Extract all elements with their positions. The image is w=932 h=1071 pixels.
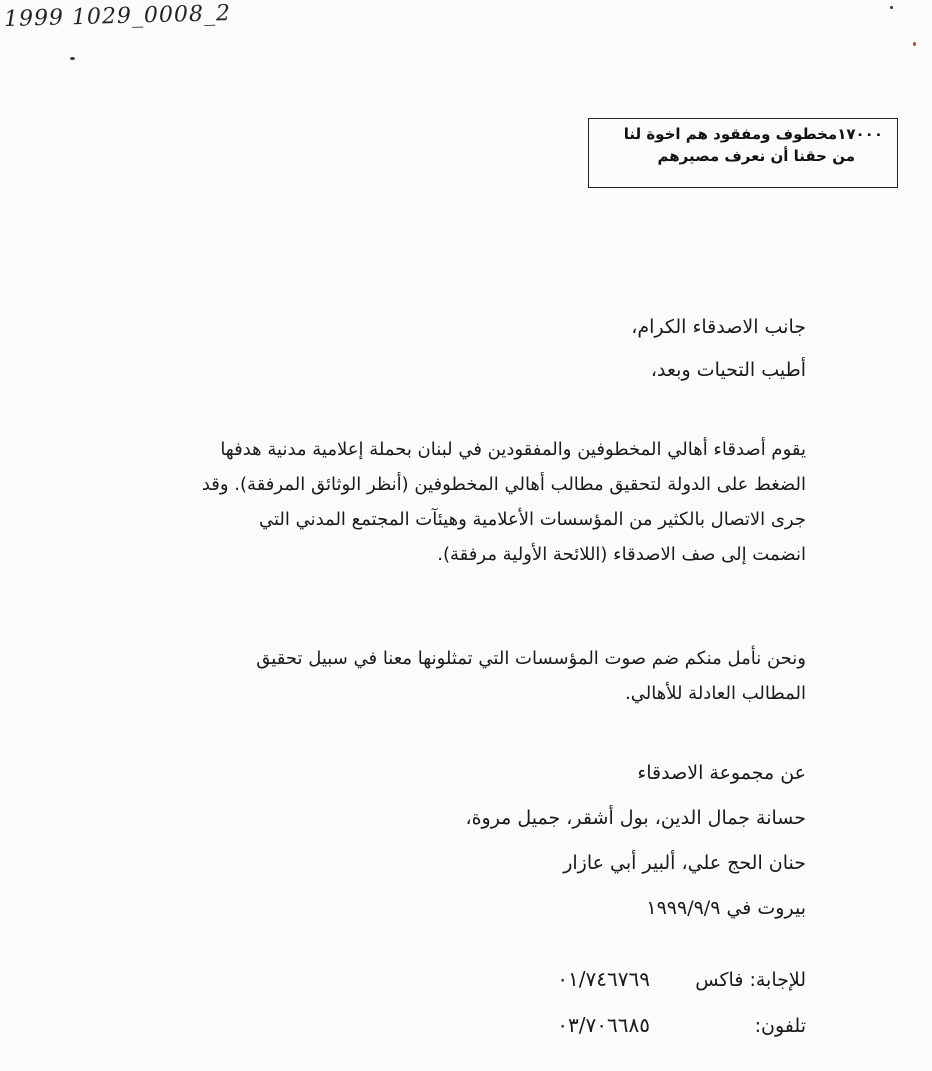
- phone-row: [557, 1012, 806, 1040]
- body-paragraph-1: [116, 432, 806, 572]
- scan-speck: [913, 42, 916, 46]
- paragraph-line: الضغط على الدولة لتحقيق مطالب أهالي المخطوفين (أنظر الوثائق المرفقة). وقد: [201, 474, 806, 495]
- fax-number: ٠١/٧٤٦٧٦٩: [557, 967, 650, 991]
- greeting-regards: أطيب التحيات وبعد،: [650, 359, 806, 381]
- body-paragraph-2: [116, 641, 806, 711]
- slogan-box: [588, 118, 898, 188]
- paragraph-line: جرى الاتصال بالكثير من المؤسسات الأعلامية وهيئآت المجتمع المدني التي: [258, 509, 806, 530]
- paragraph-line: يقوم أصدقاء أهالي المخطوفين والمفقودين في لبنان بحملة إعلامية مدنية هدفها: [220, 439, 806, 460]
- paragraph-line: انضمت إلى صف الاصدقاء (اللائحة الأولية مرفقة).: [437, 544, 806, 565]
- slogan-line-1: ١٧٠٠٠مخطوف ومفقود هم اخوة لنا: [623, 125, 883, 143]
- paragraph-line: المطالب العادلة للأهالي.: [625, 683, 806, 704]
- scan-speck: [70, 57, 75, 60]
- signature-names-line-2: حنان الحج علي، ألبير أبي عازار: [563, 852, 806, 874]
- signature-names-line-1: حسانة جمال الدين، بول أشقر، جميل مروة،: [465, 807, 806, 829]
- phone-label: تلفون:: [754, 1015, 806, 1037]
- handwritten-document-id: 1999 1029_0008_2: [3, 1, 232, 32]
- signature-from: عن مجموعة الاصدقاء: [637, 762, 806, 784]
- fax-label: للإجابة: فاكس: [695, 969, 806, 991]
- fax-row: [557, 966, 806, 994]
- slogan-line-2: من حقنا أن نعرف مصيرهم: [657, 147, 855, 165]
- phone-number: ٠٣/٧٠٦٦٨٥: [557, 1013, 650, 1037]
- scan-speck: [890, 6, 893, 9]
- greeting-salutation: جانب الاصدقاء الكرام،: [631, 316, 806, 338]
- paragraph-line: ونحن نأمل منكم ضم صوت المؤسسات التي تمثلونها معنا في سبيل تحقيق: [256, 648, 806, 669]
- place-and-date: بيروت في ١٩٩٩/٩/٩: [646, 897, 806, 919]
